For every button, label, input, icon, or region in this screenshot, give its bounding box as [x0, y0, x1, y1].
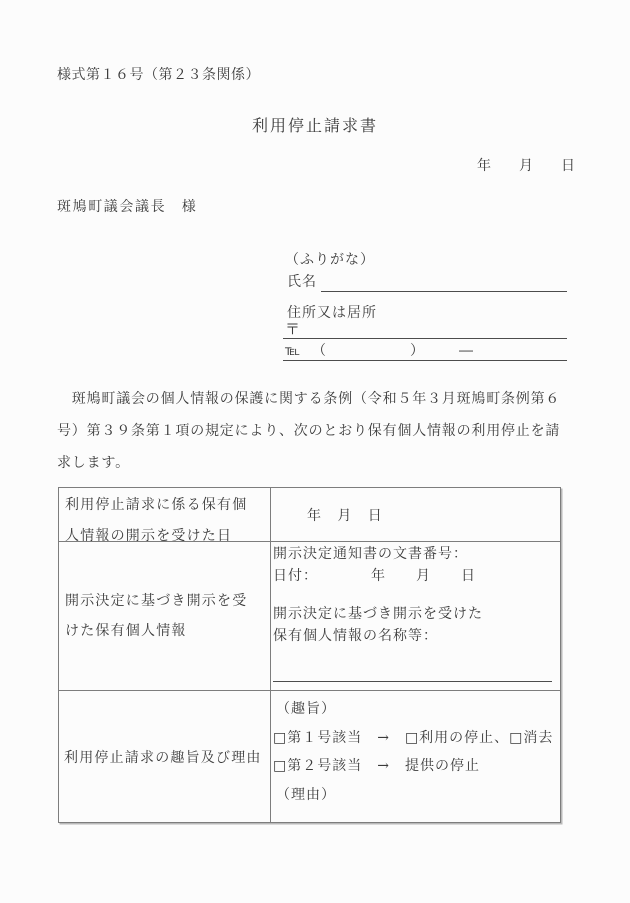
date-field: 日付： 年 月 日 [273, 568, 476, 584]
tel-blank: （ ） ― [312, 343, 474, 359]
postal-input-line [283, 321, 567, 339]
doc-number-field: 開示決定通知書の文書番号： [273, 546, 468, 562]
spacer [273, 587, 556, 603]
disclosed-info-value-cell [271, 542, 560, 691]
tel-icon: ℡ [285, 343, 301, 359]
addressee: 斑鳩町議会議長 様 [57, 199, 198, 215]
request-table [58, 487, 561, 823]
disclosed-name-line: 保有個人情報の名称等： [273, 628, 438, 644]
name-label: 氏名 [287, 274, 317, 290]
tel-input-line [283, 343, 567, 361]
purpose-option-1: □第１号該当 → □利用の停止、□消去 [273, 729, 554, 746]
label-line: 利用停止請求の趣旨及び理由 [64, 749, 262, 766]
postal-mark-icon: 〒 [285, 320, 301, 338]
furigana-label: （ふりがな） [285, 252, 375, 268]
blank-write-line [273, 681, 552, 682]
disclosed-name-line: 開示決定に基づき開示を受けた [273, 606, 483, 622]
statement-line: 号）第３９条第１項の規定により、次のとおり保有個人情報の利用停止を請 [57, 423, 561, 439]
address-label: 住所又は居所 [287, 305, 377, 321]
statement-line: 求します。 [57, 455, 130, 471]
label-line: 開示決定に基づき開示を受 [65, 593, 248, 609]
request-statement [57, 383, 579, 479]
purpose-option-2: □第２号該当 → 提供の停止 [273, 758, 480, 774]
label-line: けた保有個人情報 [65, 623, 187, 639]
document-title: 利用停止請求書 [251, 116, 378, 135]
purpose-reason-label-cell [59, 691, 271, 822]
name-row [283, 273, 567, 292]
reason-header: （理由） [276, 786, 336, 803]
statement-line: 斑鳩町議会の個人情報の保護に関する条例（令和５年３月斑鳩町条例第６ [57, 391, 561, 407]
purpose-header: （趣旨） [276, 701, 336, 717]
disclosure-date-label-cell [59, 488, 271, 542]
disclosure-date-value-cell [271, 488, 560, 542]
form-number: 様式第１６号（第２３条関係） [57, 67, 260, 83]
disclosed-info-label-cell [59, 542, 271, 691]
purpose-reason-value-cell [271, 691, 560, 822]
label-line: 人情報の開示を受けた日 [65, 528, 233, 542]
name-input-line [321, 273, 567, 292]
label-line: 利用停止請求に係る保有個 [65, 497, 248, 513]
date-field: 年 月 日 [477, 158, 575, 174]
date-field: 年 月 日 [307, 507, 383, 524]
